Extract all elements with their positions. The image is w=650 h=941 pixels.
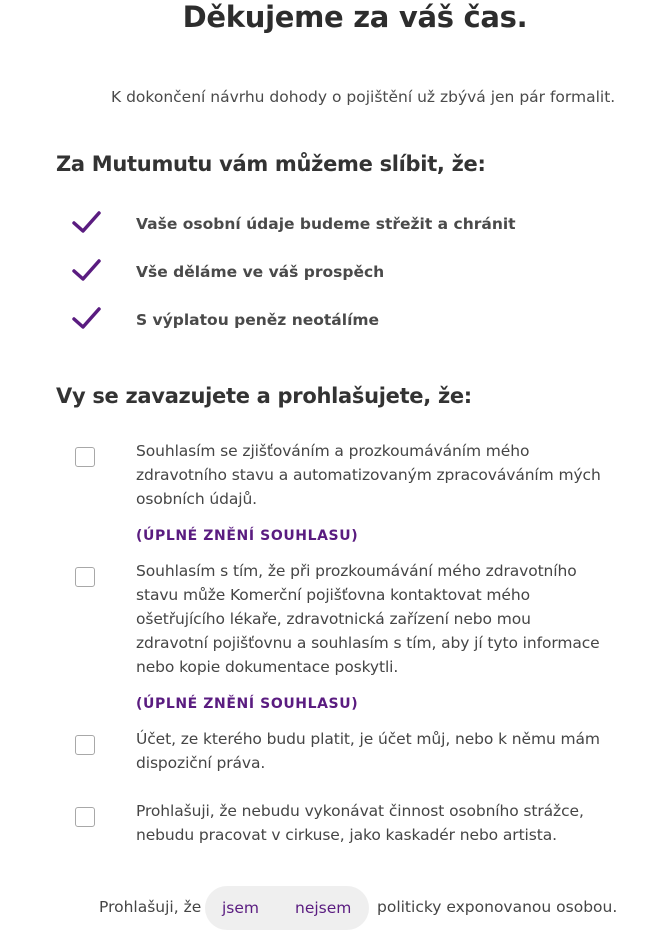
- pep-declaration: [0, 884, 650, 930]
- pep-option-no[interactable]: nejsem: [295, 899, 352, 917]
- promise-item: [0, 258, 650, 288]
- pep-toggle[interactable]: [205, 886, 369, 930]
- account-ownership-checkbox[interactable]: [75, 735, 95, 755]
- full-consent-link[interactable]: (ÚPLNÉ ZNĚNÍ SOUHLASU): [136, 528, 359, 544]
- page-subtitle: K dokončení návrhu dohody o pojištění už zbývá jen pár formalit.: [111, 88, 616, 106]
- declaration-text: Souhlasím se zjišťováním a prozkoumáváním mého zdravotního stavu a automatizovaným zpracováváním mých osobních údajů.: [136, 442, 601, 508]
- consent-health-checkbox[interactable]: [75, 447, 95, 467]
- declaration-text: Účet, ze kterého budu platit, je účet můj, nebo k němu mám dispoziční práva.: [136, 730, 600, 772]
- checkmark-icon: [72, 258, 102, 284]
- declarations-heading: Vy se zavazujete a prohlašujete, že:: [56, 384, 472, 408]
- promise-item: [0, 210, 650, 240]
- promise-label: S výplatou peněz neotálíme: [136, 311, 380, 329]
- checkmark-icon: [72, 306, 102, 332]
- promise-item: [0, 306, 650, 336]
- pep-suffix: politicky exponovanou osobou.: [377, 898, 618, 916]
- consent-doctor-contact-checkbox[interactable]: [75, 567, 95, 587]
- checkmark-icon: [72, 210, 102, 236]
- promise-label: Vaše osobní údaje budeme střežit a chránit: [136, 215, 516, 233]
- promise-label: Vše děláme ve váš prospěch: [136, 263, 385, 281]
- pep-prefix: Prohlašuji, že: [99, 898, 202, 916]
- declaration-text: Souhlasím s tím, že při prozkoumávání mého zdravotního stavu může Komerční pojišťovna kontaktovat mého ošetřujícího lékaře, zdravotnická zařízení nebo mou zdravotní pojišťovnu a souhlasím s tím, aby jí tyto informace nebo kopie dokumentace poskytli.: [136, 562, 600, 676]
- declaration-text: Prohlašuji, že nebudu vykonávat činnost osobního strážce, nebudu pracovat v cirkuse, jako kaskadér nebo artista.: [136, 802, 584, 844]
- pep-option-yes[interactable]: jsem: [222, 899, 260, 917]
- full-consent-link[interactable]: (ÚPLNÉ ZNĚNÍ SOUHLASU): [136, 696, 359, 712]
- risky-occupation-checkbox[interactable]: [75, 807, 95, 827]
- promises-heading: Za Mutumutu vám můžeme slíbit, že:: [56, 152, 486, 176]
- page-title: Děkujeme za váš čas.: [182, 0, 528, 34]
